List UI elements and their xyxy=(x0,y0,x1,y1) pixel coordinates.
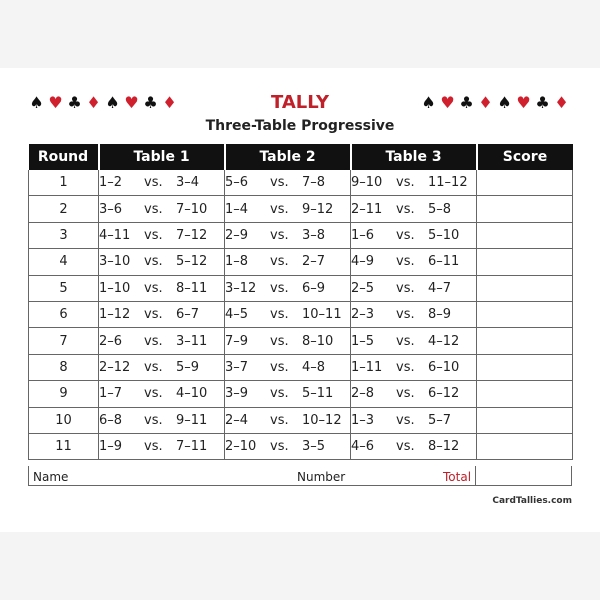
table-1-matchup xyxy=(99,249,225,275)
vs-label: vs. xyxy=(144,280,163,296)
vs-label: vs. xyxy=(270,201,289,217)
table-row xyxy=(29,222,573,248)
pair-a: 1–2 xyxy=(99,175,123,191)
table-row xyxy=(29,381,573,407)
score-cell[interactable] xyxy=(477,381,573,407)
pair-b: 8–11 xyxy=(176,280,208,296)
diamond-icon: ♦ xyxy=(86,93,103,112)
pair-b: 5–9 xyxy=(176,359,200,375)
table-3-matchup xyxy=(351,433,477,459)
vs-label: vs. xyxy=(396,307,415,323)
vs-label: vs. xyxy=(144,227,163,243)
pair-b: 2–7 xyxy=(302,254,326,270)
pair-b: 3–11 xyxy=(176,333,208,349)
round-number: 6 xyxy=(29,301,99,327)
tally-card xyxy=(0,68,600,532)
pair-b: 6–9 xyxy=(302,280,326,296)
tally-body xyxy=(29,170,573,460)
table-row xyxy=(29,354,573,380)
pair-b: 10–11 xyxy=(302,307,342,323)
vs-label: vs. xyxy=(144,175,163,191)
pair-b: 8–12 xyxy=(428,439,460,455)
table-2-matchup xyxy=(225,354,351,380)
table-1-matchup xyxy=(99,381,225,407)
pair-b: 3–8 xyxy=(302,227,326,243)
pair-a: 2–3 xyxy=(351,307,375,323)
pair-a: 4–5 xyxy=(225,307,249,323)
pair-a: 1–6 xyxy=(351,227,375,243)
diamond-icon: ♦ xyxy=(162,93,179,112)
heart-icon: ♥ xyxy=(440,93,457,112)
table-2-matchup xyxy=(225,196,351,222)
vs-label: vs. xyxy=(396,359,415,375)
pair-a: 1–8 xyxy=(225,254,249,270)
table-row xyxy=(29,433,573,459)
vs-label: vs. xyxy=(144,333,163,349)
vs-label: vs. xyxy=(144,307,163,323)
table-2-matchup xyxy=(225,222,351,248)
vs-label: vs. xyxy=(396,254,415,270)
pair-b: 5–11 xyxy=(302,386,334,402)
pair-a: 4–6 xyxy=(351,439,375,455)
pair-b: 3–4 xyxy=(176,175,200,191)
table-3-matchup xyxy=(351,328,477,354)
page-title: TALLY xyxy=(271,92,329,113)
pair-a: 9–10 xyxy=(351,175,383,191)
vs-label: vs. xyxy=(270,307,289,323)
round-number: 5 xyxy=(29,275,99,301)
vs-label: vs. xyxy=(144,412,163,428)
table-2-matchup xyxy=(225,328,351,354)
pair-a: 2–11 xyxy=(351,201,383,217)
table-1-matchup xyxy=(99,275,225,301)
footer-row xyxy=(28,466,572,486)
pair-a: 3–6 xyxy=(99,201,123,217)
vs-label: vs. xyxy=(144,201,163,217)
table-2-matchup xyxy=(225,381,351,407)
table-2-matchup xyxy=(225,407,351,433)
pair-b: 7–12 xyxy=(176,227,208,243)
name-label: Name xyxy=(33,470,69,484)
total-divider xyxy=(475,466,476,485)
pair-a: 3–12 xyxy=(225,280,257,296)
table-3-matchup xyxy=(351,301,477,327)
spade-icon: ♠ xyxy=(29,93,46,112)
table-1-matchup xyxy=(99,170,225,196)
vs-label: vs. xyxy=(270,412,289,428)
pair-a: 2–5 xyxy=(351,280,375,296)
pair-b: 10–12 xyxy=(302,412,342,428)
table-2-matchup xyxy=(225,249,351,275)
vs-label: vs. xyxy=(144,359,163,375)
pair-b: 6–10 xyxy=(428,359,460,375)
tally-table xyxy=(28,144,573,460)
table-row xyxy=(29,249,573,275)
round-number: 8 xyxy=(29,354,99,380)
pair-b: 5–12 xyxy=(176,254,208,270)
pair-b: 11–12 xyxy=(428,175,468,191)
brand-label: CardTallies.com xyxy=(492,496,572,506)
table-row xyxy=(29,301,573,327)
vs-label: vs. xyxy=(396,439,415,455)
pair-b: 5–7 xyxy=(428,412,452,428)
score-cell[interactable] xyxy=(477,222,573,248)
pair-a: 2–6 xyxy=(99,333,123,349)
pair-a: 2–10 xyxy=(225,439,257,455)
pair-a: 1–7 xyxy=(99,386,123,402)
pair-a: 1–10 xyxy=(99,280,131,296)
pair-b: 5–8 xyxy=(428,201,452,217)
pair-a: 7–9 xyxy=(225,333,249,349)
pair-a: 4–9 xyxy=(351,254,375,270)
table-1-matchup xyxy=(99,301,225,327)
pair-b: 8–9 xyxy=(428,307,452,323)
score-cell[interactable] xyxy=(477,433,573,459)
table-3-matchup xyxy=(351,354,477,380)
round-number: 11 xyxy=(29,433,99,459)
vs-label: vs. xyxy=(270,280,289,296)
header-table-1: Table 1 xyxy=(99,144,225,170)
pair-b: 7–10 xyxy=(176,201,208,217)
table-1-matchup xyxy=(99,222,225,248)
header-score: Score xyxy=(477,144,573,170)
pair-b: 4–10 xyxy=(176,386,208,402)
score-cell[interactable] xyxy=(477,196,573,222)
number-label: Number xyxy=(297,470,346,484)
heart-icon: ♥ xyxy=(124,93,141,112)
table-1-matchup xyxy=(99,407,225,433)
table-row xyxy=(29,328,573,354)
pair-b: 6–7 xyxy=(176,307,200,323)
page-subtitle: Three-Table Progressive xyxy=(205,118,395,134)
vs-label: vs. xyxy=(270,439,289,455)
pair-a: 1–4 xyxy=(225,201,249,217)
vs-label: vs. xyxy=(144,386,163,402)
club-icon: ♣ xyxy=(67,93,84,112)
pair-a: 3–7 xyxy=(225,359,249,375)
heart-icon: ♥ xyxy=(516,93,533,112)
vs-label: vs. xyxy=(270,227,289,243)
header-row xyxy=(29,144,573,170)
pair-a: 5–6 xyxy=(225,175,249,191)
table-1-matchup xyxy=(99,354,225,380)
round-number: 2 xyxy=(29,196,99,222)
score-cell[interactable] xyxy=(477,407,573,433)
pair-a: 3–9 xyxy=(225,386,249,402)
pair-b: 7–8 xyxy=(302,175,326,191)
pair-b: 8–10 xyxy=(302,333,334,349)
table-3-matchup xyxy=(351,381,477,407)
table-row xyxy=(29,275,573,301)
score-cell[interactable] xyxy=(477,301,573,327)
pair-b: 6–12 xyxy=(428,386,460,402)
pair-b: 7–11 xyxy=(176,439,208,455)
vs-label: vs. xyxy=(396,412,415,428)
score-cell[interactable] xyxy=(477,275,573,301)
header-table-2: Table 2 xyxy=(225,144,351,170)
pair-a: 4–11 xyxy=(99,227,131,243)
score-cell[interactable] xyxy=(477,354,573,380)
table-2-matchup xyxy=(225,433,351,459)
vs-label: vs. xyxy=(270,386,289,402)
table-row xyxy=(29,407,573,433)
pair-a: 1–3 xyxy=(351,412,375,428)
pair-a: 2–4 xyxy=(225,412,249,428)
spade-icon: ♠ xyxy=(497,93,514,112)
round-number: 7 xyxy=(29,328,99,354)
vs-label: vs. xyxy=(396,333,415,349)
diamond-icon: ♦ xyxy=(554,93,571,112)
pair-b: 9–11 xyxy=(176,412,208,428)
pair-a: 3–10 xyxy=(99,254,131,270)
table-3-matchup xyxy=(351,275,477,301)
pair-b: 4–12 xyxy=(428,333,460,349)
pair-a: 1–11 xyxy=(351,359,383,375)
table-1-matchup xyxy=(99,433,225,459)
round-number: 9 xyxy=(29,381,99,407)
pair-b: 9–12 xyxy=(302,201,334,217)
spade-icon: ♠ xyxy=(421,93,438,112)
header-round: Round xyxy=(29,144,99,170)
pair-a: 2–9 xyxy=(225,227,249,243)
vs-label: vs. xyxy=(396,201,415,217)
pair-b: 3–5 xyxy=(302,439,326,455)
pair-a: 1–12 xyxy=(99,307,131,323)
vs-label: vs. xyxy=(396,386,415,402)
table-3-matchup xyxy=(351,407,477,433)
round-number: 3 xyxy=(29,222,99,248)
table-1-matchup xyxy=(99,328,225,354)
header-table-3: Table 3 xyxy=(351,144,477,170)
table-2-matchup xyxy=(225,301,351,327)
pair-a: 1–9 xyxy=(99,439,123,455)
vs-label: vs. xyxy=(270,359,289,375)
round-number: 10 xyxy=(29,407,99,433)
table-row xyxy=(29,196,573,222)
table-2-matchup xyxy=(225,275,351,301)
table-3-matchup xyxy=(351,196,477,222)
club-icon: ♣ xyxy=(143,93,160,112)
table-3-matchup xyxy=(351,249,477,275)
pair-b: 4–8 xyxy=(302,359,326,375)
pair-a: 2–8 xyxy=(351,386,375,402)
table-row xyxy=(29,170,573,196)
vs-label: vs. xyxy=(396,280,415,296)
club-icon: ♣ xyxy=(459,93,476,112)
vs-label: vs. xyxy=(144,439,163,455)
vs-label: vs. xyxy=(270,175,289,191)
score-cell[interactable] xyxy=(477,170,573,196)
diamond-icon: ♦ xyxy=(478,93,495,112)
score-cell[interactable] xyxy=(477,249,573,275)
pair-a: 6–8 xyxy=(99,412,123,428)
club-icon: ♣ xyxy=(535,93,552,112)
vs-label: vs. xyxy=(270,333,289,349)
pair-b: 6–11 xyxy=(428,254,460,270)
round-number: 1 xyxy=(29,170,99,196)
pair-a: 2–12 xyxy=(99,359,131,375)
table-3-matchup xyxy=(351,170,477,196)
heart-icon: ♥ xyxy=(48,93,65,112)
vs-label: vs. xyxy=(270,254,289,270)
total-label: Total xyxy=(443,470,472,484)
pair-a: 1–5 xyxy=(351,333,375,349)
pair-b: 5–10 xyxy=(428,227,460,243)
spade-icon: ♠ xyxy=(105,93,122,112)
table-2-matchup xyxy=(225,170,351,196)
pair-b: 4–7 xyxy=(428,280,452,296)
vs-label: vs. xyxy=(144,254,163,270)
score-cell[interactable] xyxy=(477,328,573,354)
table-1-matchup xyxy=(99,196,225,222)
vs-label: vs. xyxy=(396,175,415,191)
table-3-matchup xyxy=(351,222,477,248)
round-number: 4 xyxy=(29,249,99,275)
vs-label: vs. xyxy=(396,227,415,243)
